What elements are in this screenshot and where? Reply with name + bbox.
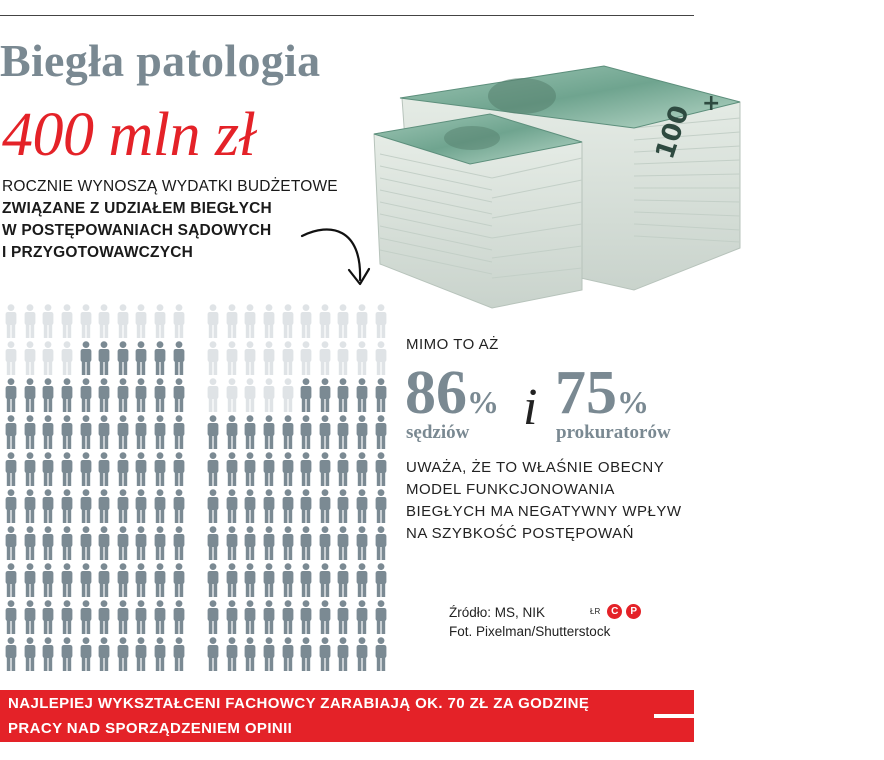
person-filled-icon — [297, 600, 316, 637]
person-filled-icon — [371, 600, 390, 637]
person-filled-icon — [95, 452, 114, 489]
person-empty-icon — [297, 341, 316, 378]
person-filled-icon — [316, 526, 335, 563]
person-filled-icon — [114, 452, 133, 489]
person-filled-icon — [204, 637, 223, 674]
person-filled-icon — [2, 378, 21, 415]
prosecutors-percent-value: 75 — [555, 359, 617, 427]
copyright-badge-icon: C — [607, 604, 622, 619]
description-line: W POSTĘPOWANIACH SĄDOWYCH — [2, 222, 272, 239]
person-filled-icon — [371, 415, 390, 452]
person-filled-icon — [151, 563, 170, 600]
person-filled-icon — [297, 563, 316, 600]
person-filled-icon — [353, 415, 372, 452]
description-line: ROCZNIE WYNOSZĄ WYDATKI BUDŻETOWE — [2, 178, 338, 195]
person-filled-icon — [260, 637, 279, 674]
person-empty-icon — [169, 304, 188, 341]
person-filled-icon — [132, 637, 151, 674]
person-filled-icon — [241, 600, 260, 637]
person-filled-icon — [353, 637, 372, 674]
person-filled-icon — [58, 378, 77, 415]
person-filled-icon — [95, 489, 114, 526]
person-empty-icon — [241, 378, 260, 415]
person-filled-icon — [260, 415, 279, 452]
person-filled-icon — [39, 563, 58, 600]
person-filled-icon — [297, 378, 316, 415]
person-empty-icon — [76, 304, 95, 341]
person-filled-icon — [353, 489, 372, 526]
person-filled-icon — [39, 637, 58, 674]
page-title: Biegła patologia — [0, 35, 321, 86]
prosecutors-percent-unit: % — [617, 384, 649, 420]
person-filled-icon — [76, 452, 95, 489]
person-filled-icon — [371, 637, 390, 674]
person-filled-icon — [334, 415, 353, 452]
person-filled-icon — [260, 526, 279, 563]
person-filled-icon — [169, 563, 188, 600]
person-filled-icon — [334, 452, 353, 489]
judges-percent-value: 86 — [405, 359, 467, 427]
opinion-line: UWAŻA, ŻE TO WŁAŚNIE OBECNY — [406, 459, 665, 476]
person-filled-icon — [353, 563, 372, 600]
person-filled-icon — [278, 415, 297, 452]
person-filled-icon — [39, 452, 58, 489]
opinion-line: MODEL FUNKCJONOWANIA — [406, 481, 615, 498]
judges-pictogram-grid — [2, 304, 188, 674]
person-filled-icon — [39, 600, 58, 637]
description-line: I PRZYGOTOWAWCZYCH — [2, 244, 194, 261]
person-filled-icon — [114, 600, 133, 637]
person-filled-icon — [39, 526, 58, 563]
amount-description — [2, 176, 338, 264]
person-filled-icon — [76, 637, 95, 674]
prosecutors-pictogram-grid — [204, 304, 390, 674]
author-initials: ŁR — [590, 607, 601, 616]
person-filled-icon — [114, 415, 133, 452]
person-empty-icon — [223, 378, 242, 415]
person-filled-icon — [132, 489, 151, 526]
person-filled-icon — [169, 600, 188, 637]
person-empty-icon — [58, 304, 77, 341]
source-credits — [449, 603, 610, 641]
person-empty-icon — [297, 304, 316, 341]
footer-banner — [0, 690, 694, 742]
person-filled-icon — [278, 563, 297, 600]
person-filled-icon — [241, 563, 260, 600]
person-empty-icon — [151, 304, 170, 341]
opinion-text — [406, 457, 682, 545]
person-filled-icon — [58, 600, 77, 637]
person-filled-icon — [2, 489, 21, 526]
person-empty-icon — [39, 341, 58, 378]
person-empty-icon — [260, 341, 279, 378]
opinion-line: NA SZYBKOŚĆ POSTĘPOWAŃ — [406, 525, 634, 542]
author-signature — [590, 604, 641, 619]
person-empty-icon — [316, 341, 335, 378]
person-filled-icon — [278, 489, 297, 526]
person-filled-icon — [278, 600, 297, 637]
person-filled-icon — [353, 378, 372, 415]
person-filled-icon — [95, 378, 114, 415]
person-filled-icon — [223, 563, 242, 600]
person-filled-icon — [204, 526, 223, 563]
person-filled-icon — [76, 526, 95, 563]
person-filled-icon — [151, 600, 170, 637]
person-empty-icon — [278, 341, 297, 378]
person-filled-icon — [58, 563, 77, 600]
person-filled-icon — [297, 415, 316, 452]
person-filled-icon — [334, 563, 353, 600]
stats-intro: MIMO TO AŻ — [406, 336, 499, 353]
person-empty-icon — [353, 304, 372, 341]
person-empty-icon — [260, 304, 279, 341]
person-filled-icon — [297, 637, 316, 674]
person-filled-icon — [260, 600, 279, 637]
footer-line: NAJLEPIEJ WYKSZTAŁCENI FACHOWCY ZARABIAJĄ OK. 70 ZŁ ZA GODZINĘ — [8, 695, 590, 712]
prosecutors-label: prokuratorów — [556, 422, 671, 443]
person-empty-icon — [204, 341, 223, 378]
person-filled-icon — [21, 600, 40, 637]
person-filled-icon — [334, 526, 353, 563]
person-empty-icon — [132, 304, 151, 341]
person-filled-icon — [151, 415, 170, 452]
person-filled-icon — [278, 637, 297, 674]
person-filled-icon — [278, 526, 297, 563]
person-filled-icon — [169, 489, 188, 526]
person-empty-icon — [21, 341, 40, 378]
person-filled-icon — [204, 452, 223, 489]
person-empty-icon — [39, 304, 58, 341]
person-filled-icon — [316, 415, 335, 452]
person-filled-icon — [76, 415, 95, 452]
person-filled-icon — [76, 378, 95, 415]
person-filled-icon — [371, 452, 390, 489]
person-filled-icon — [204, 563, 223, 600]
curved-arrow-icon — [300, 222, 380, 294]
person-filled-icon — [95, 637, 114, 674]
opinion-line: BIEGŁYCH MA NEGATYWNY WPŁYW — [406, 503, 682, 520]
source-line: Źródło: MS, NIK — [449, 605, 546, 620]
person-empty-icon — [2, 304, 21, 341]
person-filled-icon — [151, 489, 170, 526]
person-filled-icon — [58, 452, 77, 489]
person-filled-icon — [353, 452, 372, 489]
person-filled-icon — [151, 341, 170, 378]
person-filled-icon — [2, 637, 21, 674]
person-filled-icon — [297, 526, 316, 563]
person-filled-icon — [223, 637, 242, 674]
person-empty-icon — [334, 341, 353, 378]
judges-label: sędziów — [406, 422, 470, 443]
person-empty-icon — [334, 304, 353, 341]
person-filled-icon — [371, 378, 390, 415]
person-filled-icon — [95, 415, 114, 452]
conjunction: i — [523, 379, 538, 436]
person-empty-icon — [241, 341, 260, 378]
person-filled-icon — [114, 341, 133, 378]
person-filled-icon — [334, 489, 353, 526]
p-badge-icon: P — [626, 604, 641, 619]
person-filled-icon — [76, 600, 95, 637]
person-filled-icon — [316, 452, 335, 489]
person-filled-icon — [132, 341, 151, 378]
person-filled-icon — [204, 489, 223, 526]
person-filled-icon — [334, 378, 353, 415]
person-empty-icon — [223, 304, 242, 341]
person-filled-icon — [58, 489, 77, 526]
person-filled-icon — [204, 415, 223, 452]
judges-stat — [405, 359, 499, 443]
person-filled-icon — [169, 378, 188, 415]
person-filled-icon — [114, 526, 133, 563]
person-filled-icon — [151, 452, 170, 489]
person-filled-icon — [334, 637, 353, 674]
person-empty-icon — [278, 304, 297, 341]
person-empty-icon — [95, 304, 114, 341]
person-filled-icon — [297, 452, 316, 489]
person-empty-icon — [204, 378, 223, 415]
banknote-stack-image — [372, 58, 748, 316]
person-filled-icon — [39, 489, 58, 526]
person-empty-icon — [371, 341, 390, 378]
person-filled-icon — [316, 637, 335, 674]
person-filled-icon — [95, 600, 114, 637]
person-filled-icon — [21, 489, 40, 526]
person-filled-icon — [2, 452, 21, 489]
person-filled-icon — [114, 563, 133, 600]
person-filled-icon — [371, 526, 390, 563]
person-filled-icon — [241, 452, 260, 489]
person-filled-icon — [21, 452, 40, 489]
person-filled-icon — [316, 489, 335, 526]
person-filled-icon — [241, 637, 260, 674]
person-filled-icon — [39, 378, 58, 415]
person-filled-icon — [132, 452, 151, 489]
svg-text:100: 100 — [650, 101, 696, 163]
person-filled-icon — [169, 637, 188, 674]
person-filled-icon — [21, 563, 40, 600]
person-filled-icon — [353, 526, 372, 563]
person-filled-icon — [76, 563, 95, 600]
person-empty-icon — [58, 341, 77, 378]
person-filled-icon — [95, 563, 114, 600]
person-filled-icon — [2, 415, 21, 452]
person-filled-icon — [39, 415, 58, 452]
person-filled-icon — [353, 600, 372, 637]
person-empty-icon — [204, 304, 223, 341]
person-filled-icon — [204, 600, 223, 637]
person-filled-icon — [114, 637, 133, 674]
person-empty-icon — [316, 304, 335, 341]
person-empty-icon — [260, 378, 279, 415]
person-filled-icon — [21, 526, 40, 563]
person-filled-icon — [223, 600, 242, 637]
headline-amount: 400 mln zł — [2, 101, 256, 169]
person-filled-icon — [151, 637, 170, 674]
prosecutors-stat — [555, 359, 671, 443]
footer-line: PRACY NAD SPORZĄDZENIEM OPINII — [8, 720, 293, 737]
person-filled-icon — [76, 489, 95, 526]
person-filled-icon — [241, 489, 260, 526]
person-filled-icon — [58, 637, 77, 674]
top-rule — [0, 15, 694, 16]
person-filled-icon — [278, 452, 297, 489]
person-filled-icon — [114, 489, 133, 526]
person-filled-icon — [21, 637, 40, 674]
person-filled-icon — [2, 526, 21, 563]
person-filled-icon — [114, 378, 133, 415]
person-empty-icon — [278, 378, 297, 415]
person-filled-icon — [132, 378, 151, 415]
person-filled-icon — [316, 563, 335, 600]
person-filled-icon — [371, 563, 390, 600]
person-filled-icon — [76, 341, 95, 378]
person-filled-icon — [223, 415, 242, 452]
person-filled-icon — [297, 489, 316, 526]
person-filled-icon — [316, 378, 335, 415]
person-filled-icon — [132, 415, 151, 452]
person-filled-icon — [95, 526, 114, 563]
person-filled-icon — [316, 600, 335, 637]
svg-text:+: + — [702, 91, 721, 116]
person-filled-icon — [334, 600, 353, 637]
person-filled-icon — [2, 563, 21, 600]
person-filled-icon — [260, 452, 279, 489]
person-filled-icon — [223, 489, 242, 526]
person-filled-icon — [132, 563, 151, 600]
person-filled-icon — [151, 378, 170, 415]
person-filled-icon — [260, 489, 279, 526]
person-filled-icon — [132, 600, 151, 637]
person-filled-icon — [132, 526, 151, 563]
person-empty-icon — [2, 341, 21, 378]
description-line: ZWIĄZANE Z UDZIAŁEM BIEGŁYCH — [2, 200, 272, 217]
person-empty-icon — [114, 304, 133, 341]
footer-divider — [654, 714, 694, 718]
person-filled-icon — [58, 526, 77, 563]
person-empty-icon — [241, 304, 260, 341]
person-filled-icon — [169, 415, 188, 452]
person-filled-icon — [241, 526, 260, 563]
judges-percent-unit: % — [467, 384, 499, 420]
person-filled-icon — [58, 415, 77, 452]
person-filled-icon — [95, 341, 114, 378]
person-filled-icon — [371, 489, 390, 526]
person-filled-icon — [21, 378, 40, 415]
person-filled-icon — [260, 563, 279, 600]
person-filled-icon — [169, 452, 188, 489]
photo-credit: Fot. Pixelman/Shutterstock — [449, 624, 611, 639]
person-filled-icon — [169, 341, 188, 378]
person-filled-icon — [151, 526, 170, 563]
person-filled-icon — [21, 415, 40, 452]
person-empty-icon — [21, 304, 40, 341]
person-empty-icon — [223, 341, 242, 378]
person-empty-icon — [353, 341, 372, 378]
person-filled-icon — [223, 452, 242, 489]
person-filled-icon — [223, 526, 242, 563]
person-filled-icon — [169, 526, 188, 563]
person-empty-icon — [371, 304, 390, 341]
person-filled-icon — [241, 415, 260, 452]
person-filled-icon — [2, 600, 21, 637]
